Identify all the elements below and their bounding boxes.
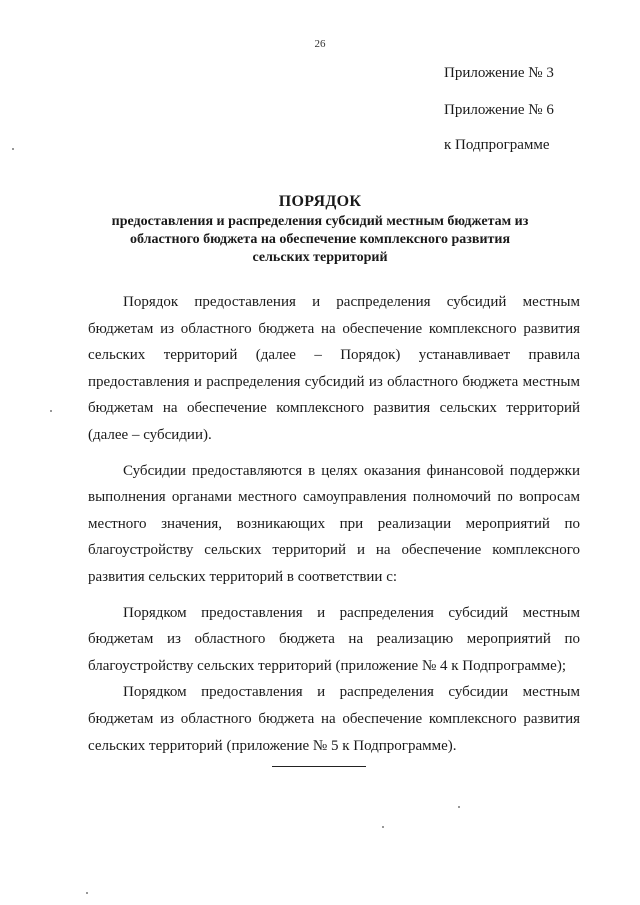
paragraph-1: Порядок предоставления и распределения субсидий местным бюджетам из областного бюджета на обеспечение комплексного развития сельских территорий (далее – Порядок) устанавливает правила предоставления и распределения субсидий из областного бюджета местным бюджетам на обеспечение комплексного развития сельских территорий (далее – субсидии). xyxy=(88,294,580,443)
document-subtitle: предоставления и распределения субсидий местным бюджетам из областного бюджета на обеспечение комплексного развития сельских территорий xyxy=(111,214,529,265)
appendix-line-2: Приложение № 6 xyxy=(444,102,554,118)
paragraph-4: Порядком предоставления и распределения субсидии местным бюджетам из областного бюджета на обеспечение комплексного развития сельских территорий (приложение № 5 к Подпрограмме). xyxy=(88,684,580,754)
page-number: 26 xyxy=(314,38,326,50)
scan-speck xyxy=(86,892,88,894)
paragraph-3: Порядком предоставления и распределения субсидий местным бюджетам из областного бюджета на реализацию мероприятий по благоустройству сельских территорий (приложение № 4 к Подпрограмме); xyxy=(88,604,580,674)
scan-speck xyxy=(382,826,384,828)
scan-speck xyxy=(12,148,14,150)
end-rule xyxy=(272,766,366,767)
appendix-line-3: к Подпрограмме xyxy=(444,137,550,153)
document-title: ПОРЯДОК xyxy=(278,193,362,210)
appendix-line-1: Приложение № 3 xyxy=(444,65,554,81)
scan-speck xyxy=(458,806,460,808)
document-body xyxy=(88,289,580,759)
title-block xyxy=(100,192,540,267)
scan-speck xyxy=(50,410,52,412)
paragraph-2: Субсидии предоставляются в целях оказания финансовой поддержки выполнения органами местного самоуправления полномочий по вопросам местного значения, возникающих при реализации мероприятий по благоустройству сельских территорий и на обеспечение комплексного развития сельских территорий в соответствии с: xyxy=(88,462,580,585)
